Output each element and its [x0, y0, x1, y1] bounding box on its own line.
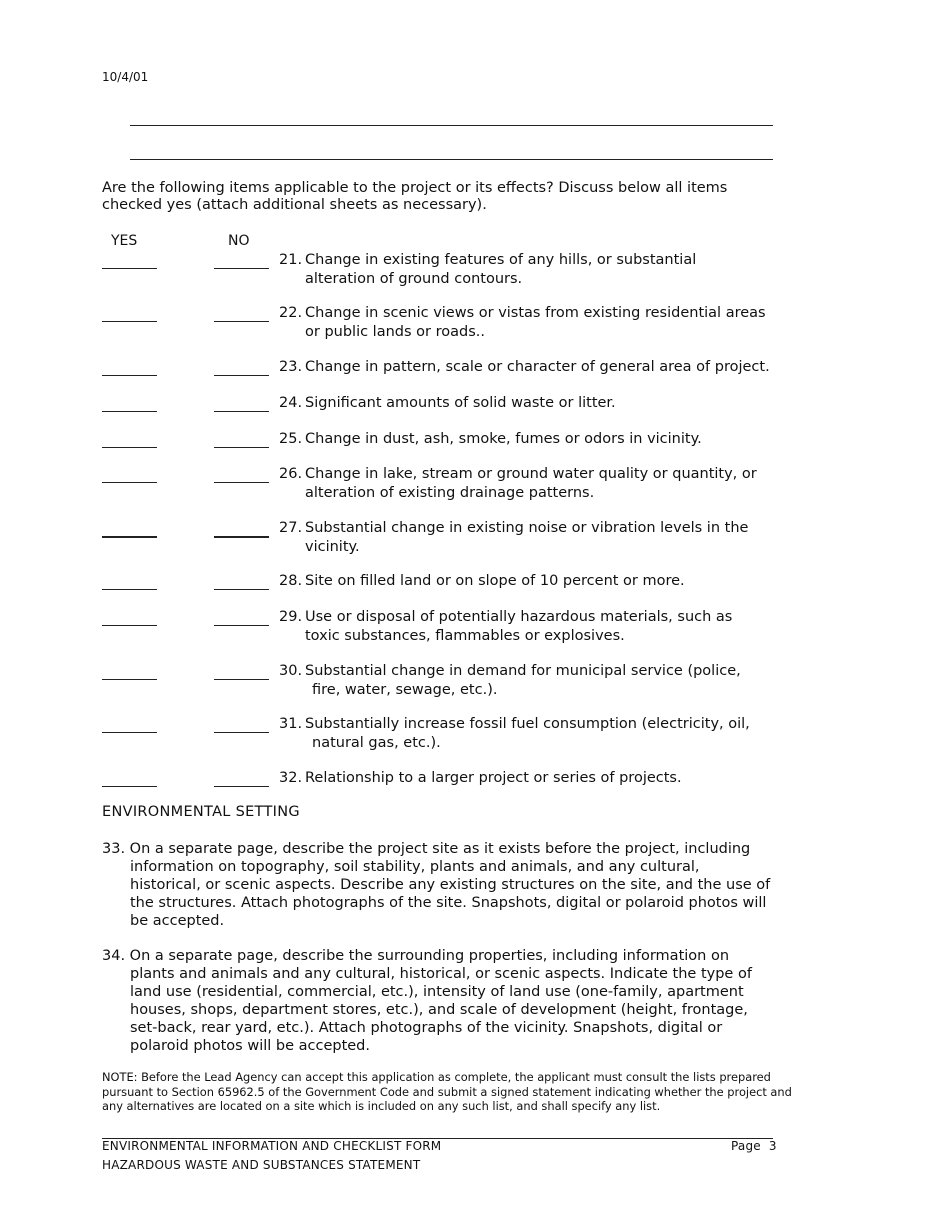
- item-number: 27.: [279, 520, 303, 536]
- item-text-line1: Substantial change in demand for municipal service (police,: [305, 663, 741, 679]
- note-paragraph: NOTE: Before the Lead Agency can accept this application as complete, the applicant must consult the lists prepared pursuant to Section 65962.5 of the Government Code and submit a signed statement indicating whether the project and any alternatives are located on a site which is included on any such list, and shall specify any list.: [102, 1070, 792, 1113]
- checklist-row-28: [102, 572, 792, 612]
- header-fill-line-1[interactable]: [130, 125, 773, 126]
- no-blank[interactable]: [214, 679, 269, 680]
- checklist-row-27: [102, 519, 792, 559]
- footer-page-number: [731, 1139, 777, 1153]
- form-date: 10/4/01: [102, 70, 149, 84]
- checklist-row-22: [102, 304, 792, 344]
- no-blank[interactable]: [214, 268, 269, 269]
- no-blank[interactable]: [214, 375, 269, 376]
- header-fill-line-2[interactable]: [130, 159, 773, 160]
- yes-blank[interactable]: [102, 536, 157, 538]
- yes-blank[interactable]: [102, 482, 157, 483]
- item-number: 26.: [279, 466, 303, 482]
- no-blank[interactable]: [214, 589, 269, 590]
- checklist-row-23: [102, 358, 792, 398]
- item-text-line2: fire, water, sewage, etc.).: [312, 681, 498, 698]
- footer-form-title: ENVIRONMENTAL INFORMATION AND CHECKLIST FORM: [102, 1139, 442, 1153]
- item-number: 29.: [279, 609, 303, 625]
- item-text-line2: or public lands or roads..: [305, 323, 485, 340]
- yes-blank[interactable]: [102, 321, 157, 322]
- no-blank[interactable]: [214, 482, 269, 483]
- item-number: 31.: [279, 716, 303, 732]
- item-text-line1: Change in lake, stream or ground water quality or quantity, or: [305, 466, 757, 482]
- no-blank[interactable]: [214, 321, 269, 322]
- checklist-row-25: [102, 430, 792, 470]
- paragraph-33: [102, 840, 772, 930]
- no-blank[interactable]: [214, 625, 269, 626]
- intro-instructions: Are the following items applicable to the project or its effects? Discuss below all items checked yes (attach additional sheets as necessary).: [102, 180, 728, 213]
- item-number: 25.: [279, 431, 303, 447]
- no-column-header: NO: [228, 233, 250, 249]
- item-number: 24.: [279, 395, 303, 411]
- yes-blank[interactable]: [102, 375, 157, 376]
- yes-blank[interactable]: [102, 732, 157, 733]
- item-text-line1: Change in dust, ash, smoke, fumes or odors in vicinity.: [305, 431, 702, 447]
- checklist-row-21: [102, 251, 792, 291]
- no-blank[interactable]: [214, 411, 269, 412]
- no-blank[interactable]: [214, 447, 269, 448]
- page-label: Page: [731, 1139, 761, 1153]
- item-number: 23.: [279, 359, 303, 375]
- yes-blank[interactable]: [102, 679, 157, 680]
- item-text-line1: Substantially increase fossil fuel consumption (electricity, oil,: [305, 716, 750, 732]
- yes-column-header: YES: [111, 233, 138, 249]
- checklist-row-29: [102, 608, 792, 648]
- no-blank[interactable]: [214, 536, 269, 538]
- item-text-line1: Relationship to a larger project or series of projects.: [305, 770, 682, 786]
- item-number: 28.: [279, 573, 303, 589]
- paragraph-34-first-line: 34. On a separate page, describe the surrounding properties, including information on: [102, 948, 730, 964]
- footer-form-subtitle: HAZARDOUS WASTE AND SUBSTANCES STATEMENT: [102, 1158, 421, 1172]
- no-blank[interactable]: [214, 732, 269, 733]
- item-text-line1: Change in pattern, scale or character of general area of project.: [305, 359, 770, 375]
- no-blank[interactable]: [214, 786, 269, 787]
- item-text-line1: Significant amounts of solid waste or litter.: [305, 395, 616, 411]
- paragraph-34: [102, 947, 772, 1055]
- yes-blank[interactable]: [102, 625, 157, 626]
- item-text-line2: vicinity.: [305, 538, 360, 555]
- yes-blank[interactable]: [102, 411, 157, 412]
- yes-blank[interactable]: [102, 786, 157, 787]
- item-number: 30.: [279, 663, 303, 679]
- yes-blank[interactable]: [102, 589, 157, 590]
- section-title: ENVIRONMENTAL SETTING: [102, 804, 300, 820]
- paragraph-33-body: information on topography, soil stability, plants and animals, and any cultural, historical, or scenic aspects. Describe any existing structures on the site, and the use of the structures. Attach photographs of the site. Snapshots, digital or polaroid photos will be accepted.: [130, 859, 771, 929]
- item-text-line1: Change in scenic views or vistas from existing residential areas: [305, 305, 766, 321]
- page-number: 3: [768, 1139, 777, 1153]
- item-text-line2: natural gas, etc.).: [312, 734, 441, 751]
- checklist-row-31: [102, 715, 792, 755]
- item-text-line1: Change in existing features of any hills, or substantial: [305, 252, 697, 268]
- item-text-line2: alteration of existing drainage patterns.: [305, 484, 595, 501]
- yes-blank[interactable]: [102, 268, 157, 269]
- paragraph-33-first-line: 33. On a separate page, describe the project site as it exists before the project, including: [102, 841, 751, 857]
- item-text-line1: Site on filled land or on slope of 10 percent or more.: [305, 573, 685, 589]
- checklist-row-24: [102, 394, 792, 434]
- item-text-line2: toxic substances, flammables or explosives.: [305, 627, 625, 644]
- item-text-line1: Substantial change in existing noise or vibration levels in the: [305, 520, 749, 536]
- checklist-row-26: [102, 465, 792, 505]
- yes-blank[interactable]: [102, 447, 157, 448]
- item-text-line1: Use or disposal of potentially hazardous materials, such as: [305, 609, 733, 625]
- checklist-row-32: [102, 769, 792, 809]
- checklist-row-30: [102, 662, 792, 702]
- item-number: 22.: [279, 305, 303, 321]
- item-number: 32.: [279, 770, 303, 786]
- paragraph-34-body: plants and animals and any cultural, historical, or scenic aspects. Indicate the type of land use (residential, commercial, etc.), intensity of land use (one-family, apartment houses, shops, department stores, etc.), and scale of development (height, frontage, set-back, rear yard, etc.). Attach photographs of the vicinity. Snapshots, digital or polaroid photos will be accepted.: [130, 966, 752, 1054]
- item-text-line2: alteration of ground contours.: [305, 270, 523, 287]
- item-number: 21.: [279, 252, 303, 268]
